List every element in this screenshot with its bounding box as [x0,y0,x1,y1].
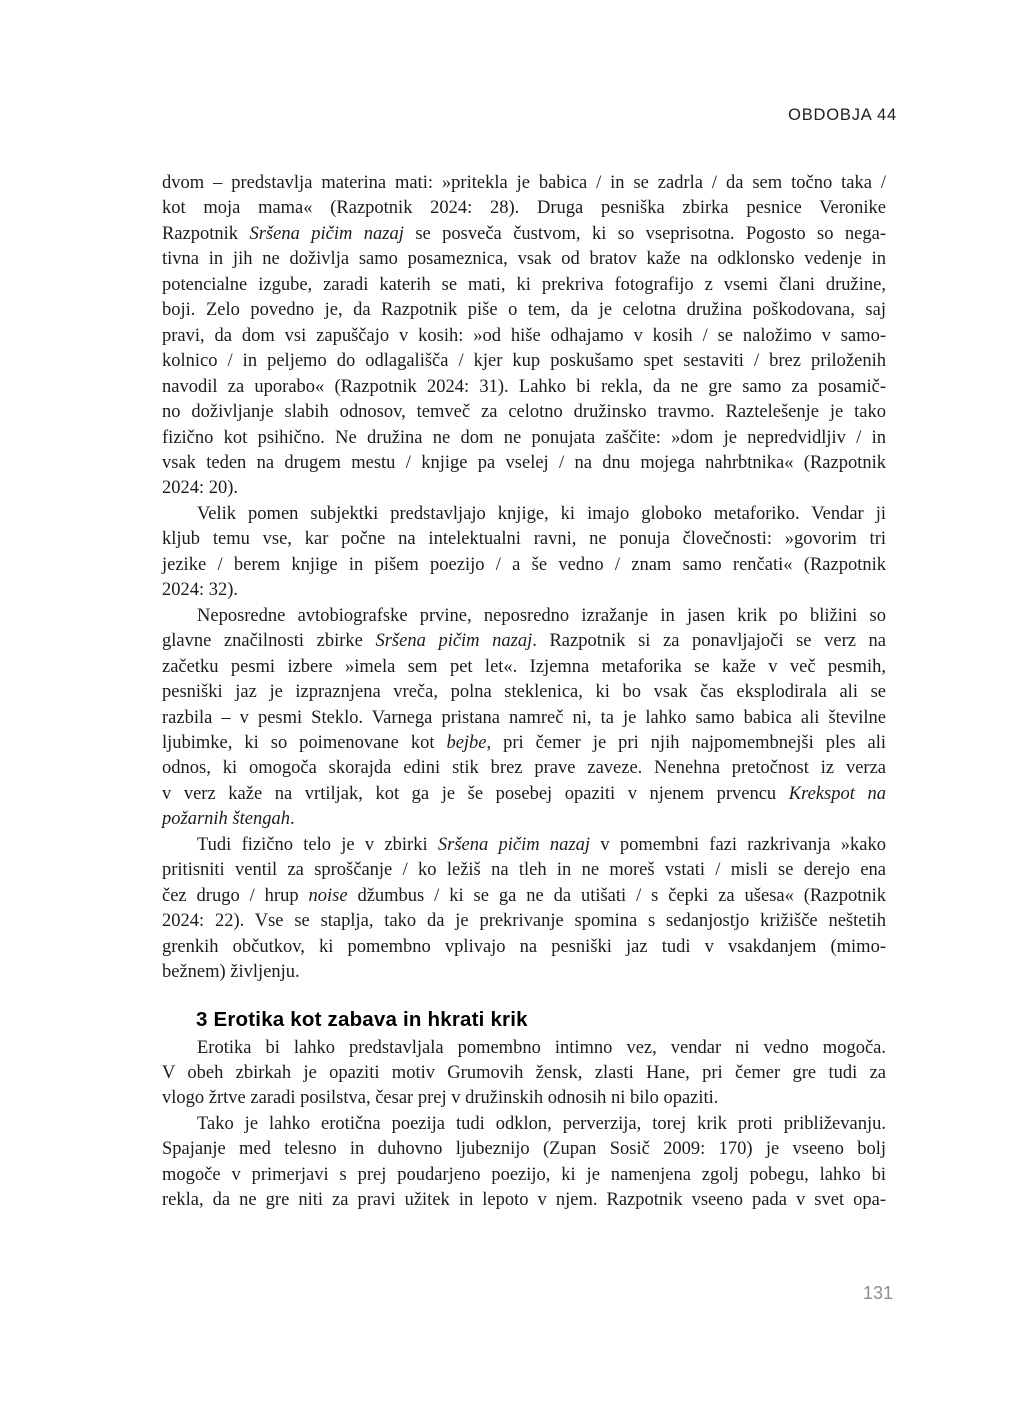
text-segment: kolnico / in peljemo do odlagališča / kjer kup poskušamo spet sestaviti / brez priloženih [162,351,886,372]
text-segment: se posveča čustvom, ki so vseprisotna. Pogosto so nega- [403,223,886,244]
text-line [162,1086,886,1111]
text-segment: Razpotnik [162,223,250,244]
text-segment: čez drugo / hrup [162,885,309,906]
text-line [162,680,886,705]
text-segment: . [289,809,295,830]
text-segment: glavne značilnosti zbirke [162,631,376,652]
text-line [162,578,886,603]
text-segment: kot moja mama« (Razpotnik 2024: 28). Druga pesniška zbirka pesnice Veronike [162,198,886,219]
text-segment: v verz kaže na vrtiljak, kot ga je še posebej opaziti v njenem prvencu [162,783,789,804]
paragraph [162,604,886,833]
text-segment: jezike / berem knjige in pišem poezijo / a še vedno / znam samo renčati« (Razpotnik [162,554,886,575]
text-line [162,756,886,781]
text-line [162,502,886,527]
text-line [162,426,886,451]
text-line [162,553,886,578]
text-line [162,782,886,807]
text-line [162,349,886,374]
text-segment: vsak teden na drugem mestu / knjige pa vselej / na dnu mojega nahrbtnika« (Razpotnik [162,452,886,473]
text-segment: razbila – v pesmi Steklo. Varnega pristana namreč ni, ta je lahko samo babica ali številne [162,707,886,728]
text-block [162,171,886,1214]
text-line [162,858,886,883]
text-segment: pesniški jaz je izpraznjena vreča, polna steklenica, ki bo vsak čas eksplodirala ali se [162,682,886,703]
text-segment: Tako je lahko erotična poezija tudi odklon, perverzija, torej krik proti približevanju. [197,1113,886,1134]
text-line [162,375,886,400]
text-segment: boji. Zelo povedno je, da Razpotnik piše o tem, da je celotna družina poškodovana, saj [162,300,886,321]
page-number: 131 [862,1283,893,1303]
text-segment: v pomembni fazi razkrivanja »kako [590,834,886,855]
text-segment: džumbus / ki se ga ne da utišati / s čepki za ušesa« (Razpotnik [347,885,886,906]
text-line [162,1137,886,1162]
text-segment: kljub temu vse, kar počne na intelektualni ravni, ne ponuja človečnosti: »govorim tri [162,529,886,550]
text-line [162,1188,886,1213]
text-line [162,935,886,960]
paragraph [162,1036,886,1112]
text-segment: bejbe [446,732,487,753]
paragraph [162,171,886,502]
text-segment: . Razpotnik si za ponavljajoči se verz na [532,631,886,652]
text-segment: začetku pesmi izbere »imela sem pet let«. Izjemna metaforika se kaže v več pesmih, [162,656,886,677]
text-segment: no doživljanje slabih odnosov, temveč za celotno družinsko travmo. Raztelešenje je tako [162,402,886,423]
text-line [162,807,886,832]
text-segment: Sršena pičim nazaj [437,834,591,855]
paragraph [162,833,886,986]
text-segment: tivna in jih ne doživlja samo posameznica, vsak od bratov kaže na odklonsko vedenje in [162,249,886,270]
text-segment: potencialne izgube, zaradi katerih se mati, ki prekriva fotografijo z vsemi člani družine, [162,274,886,295]
text-segment: Spajanje med telesno in duhovno ljubeznijo (Zupan Sosič 2009: 170) je vseeno bolj [162,1139,886,1160]
text-segment: grenkih občutkov, ki pomembno vplivajo na pesniški jaz tudi v vsakdanjem (mimo- [162,936,886,957]
text-line [162,196,886,221]
text-segment: 2024: 22). Vse se staplja, tako da je prekrivanje spomina s sedanjostjo križišče neštetih [162,911,886,932]
text-line [162,655,886,680]
text-segment: odnos, ki omogoča skorajda edini stik brez prave zaveze. Nenehna pretočnost iz verza [162,758,886,779]
text-line [162,1163,886,1188]
text-segment: Krekspot na [788,783,886,804]
text-line [162,629,886,654]
text-line [162,400,886,425]
text-line [162,324,886,349]
text-segment: dvom – predstavlja materina mati: »pritekla je babica / in se zadrla / da sem točno taka / [162,173,886,193]
text-segment: pritisniti ventil za sproščanje / ko ležiš na tleh in ne moreš vstati / misli se derejo ena [162,860,886,881]
text-segment: Sršena pičim nazaj [375,631,533,652]
text-line [162,222,886,247]
text-line [162,1112,886,1137]
text-line [162,298,886,323]
text-line [162,273,886,298]
paragraph [162,1112,886,1214]
text-line [162,171,886,196]
text-line [162,960,886,985]
text-segment: vlogo žrtve zaradi posilstva, česar prej v družinskih odnosih ni bilo opaziti. [162,1088,719,1109]
text-segment: ljubimke, ki so poimenovane kot [162,732,447,753]
text-line [162,833,886,858]
text-line [162,604,886,629]
text-segment: fizično kot psihično. Ne družina ne dom ne ponujata zaščite: »dom je nepredvidljiv / in [162,427,886,448]
text-line [162,884,886,909]
text-line [162,476,886,501]
text-segment: rekla, da ne gre niti za pravi užitek in lepoto v njem. Razpotnik vseeno pada v svet opa- [162,1190,886,1211]
text-line [162,1036,886,1061]
paragraph [162,502,886,604]
text-segment: bežnem) življenju. [162,962,300,983]
text-segment: Sršena pičim nazaj [249,223,404,244]
text-line [162,909,886,934]
text-segment: V obeh zbirkah je opaziti motiv Grumovih žensk, zlasti Hane, pri čemer gre tudi za [162,1062,886,1083]
text-line [162,1061,886,1086]
text-segment: 2024: 20). [162,478,239,499]
text-segment: Neposredne avtobiografske prvine, neposredno izražanje in jasen krik po bližini so [197,605,886,626]
text-line [162,247,886,272]
text-segment: 2024: 32). [162,580,239,601]
text-segment: pravi, da dom vsi zapuščajo v kosih: »od hiše odhajamo v kosih / se naložimo v samo- [162,325,886,346]
text-segment: mogoče v primerjavi s prej poudarjeno poezijo, ki je namenjena zgolj pobegu, lahko bi [162,1164,886,1185]
text-line [162,706,886,731]
text-segment: , pri čemer je pri njih najpomembnejši ples ali [486,732,886,753]
text-line [162,527,886,552]
text-segment: navodil za uporabo« (Razpotnik 2024: 31). Lahko bi rekla, da ne gre samo za posamič- [162,376,886,397]
text-segment: noise [308,885,348,906]
running-header: OBDOBJA 44 [788,106,897,124]
text-line [162,731,886,756]
section-heading: 3 Erotika kot zabava in hkrati krik [196,1007,528,1031]
text-segment: Erotika bi lahko predstavljala pomembno intimno vez, vendar ni vedno mogoča. [197,1037,886,1058]
text-segment: Velik pomen subjektki predstavljajo knjige, ki imajo globoko metaforiko. Vendar ji [197,503,886,524]
text-segment: požarnih štengah [162,809,290,830]
text-line [162,451,886,476]
text-segment: Tudi fizično telo je v zbirki [197,834,438,855]
